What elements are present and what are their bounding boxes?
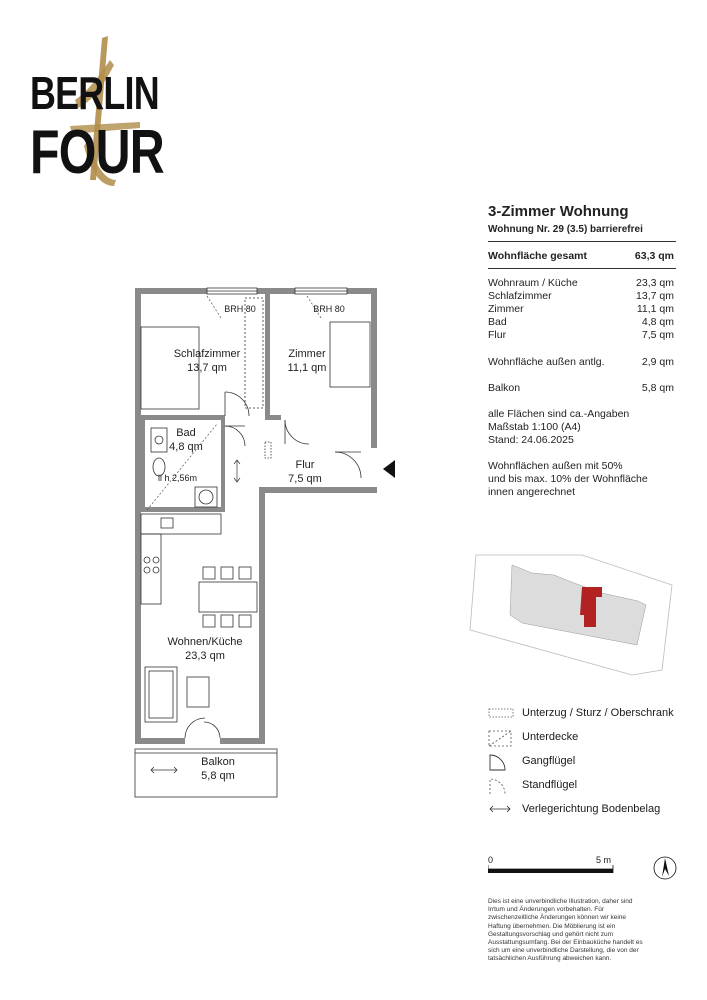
logo [30, 30, 164, 190]
disclaimer-line: Gestaltungsvorschlag und gehört nicht zum [488, 930, 614, 938]
room-schlafzimmer-name: Schlafzimmer [173, 348, 241, 360]
note-line: innen angerechnet [488, 486, 575, 498]
room-bad-height: li h 2,56m [158, 473, 198, 483]
dotted-rect-icon [488, 706, 514, 720]
disclaimer-line: zwischenzeitliche Änderungen können wir keine [488, 914, 627, 922]
building-outline [510, 565, 646, 645]
area-row-label: Schlafzimmer [488, 290, 552, 302]
legend-label: Gangflügel [522, 755, 576, 767]
area-row [488, 303, 674, 316]
balcony-area-value: 5,8 qm [641, 382, 674, 394]
area-row [488, 277, 674, 290]
outside-area-value: 2,9 qm [641, 356, 674, 368]
legend-label: Unterzug / Sturz / Oberschrank [522, 707, 674, 719]
room-wohnen-area: 23,3 qm [185, 650, 225, 662]
area-row-value: 11,1 qm [636, 303, 674, 315]
area-row-label: Bad [488, 316, 507, 328]
brh-label-1: BRH 80 [224, 304, 256, 314]
room-bad-area: 4,8 qm [169, 441, 203, 453]
room-flur [283, 458, 327, 486]
scale-start: 0 [488, 855, 494, 865]
note-line: Maßstab 1:100 (A4) [488, 421, 581, 433]
logo-line-1: BERLIN [30, 67, 159, 119]
bed-zimmer [330, 322, 370, 387]
area-row-label: Flur [488, 329, 507, 341]
room-zimmer-area: 11,1 qm [287, 362, 327, 374]
area-row-value: 7,5 qm [641, 329, 674, 341]
room-schlafzimmer-area: 13,7 qm [187, 362, 227, 374]
wall-left [135, 288, 141, 744]
room-balkon-area: 5,8 qm [201, 770, 235, 782]
area-row-label: Zimmer [488, 303, 524, 315]
room-wohnen-name: Wohnen/Küche [167, 636, 243, 648]
legend-label: Verlegerichtung Bodenbelag [522, 803, 661, 815]
legend-item [488, 706, 698, 724]
legend-item [488, 754, 698, 772]
dashed-door-icon [488, 778, 514, 796]
balcony-area-row [488, 382, 674, 395]
room-balkon-name: Balkon [201, 756, 235, 768]
apartment-subtitle: Wohnung Nr. 29 (3.5) barrierefrei [488, 224, 643, 235]
note-line: und bis max. 10% der Wohnfläche [488, 473, 648, 485]
room-flur-area: 7,5 qm [288, 473, 322, 485]
outside-area-label: Wohnfläche außen antlg. [488, 356, 605, 368]
total-area-value: 63,3 qm [634, 250, 674, 262]
area-row [488, 290, 674, 303]
disclaimer-line: Haftung übernehmen. Die Möblierung ist ein [488, 922, 616, 930]
area-row-value: 23,3 qm [636, 277, 674, 289]
room-bad-name: Bad [176, 427, 196, 439]
area-row-label: Wohnraum / Küche [488, 277, 578, 289]
room-zimmer-name: Zimmer [288, 348, 326, 360]
legend-item [488, 778, 698, 796]
note-line: Wohnflächen außen mit 50% [488, 460, 623, 472]
key-plan [462, 545, 682, 680]
legend-item [488, 730, 698, 748]
room-schlafzimmer [162, 347, 252, 375]
total-area-label: Wohnfläche gesamt [488, 250, 587, 262]
brh-label-2: BRH 80 [313, 304, 345, 314]
room-zimmer [282, 347, 332, 375]
area-row-value: 13,7 qm [636, 290, 674, 302]
room-flur-name: Flur [295, 459, 315, 471]
door-swing-icon [488, 754, 514, 772]
dashed-diagonal-icon [488, 730, 514, 748]
legend-label: Unterdecke [522, 731, 579, 743]
disclaimer-line: sich um eine unverbindliche Darstellung, die von der [488, 947, 639, 955]
double-arrow-icon [488, 802, 514, 816]
area-row-value: 4,8 qm [641, 316, 674, 328]
disclaimer-line: Irrtum und Änderungen vorbehalten. Für [488, 906, 604, 914]
balcony-area-label: Balkon [488, 382, 521, 394]
legend-item [488, 802, 698, 820]
legend-label: Standflügel [522, 779, 578, 791]
divider [488, 241, 676, 242]
scale-bar [488, 855, 688, 885]
outside-area-row [488, 356, 674, 369]
scale-end: 5 m [596, 855, 612, 865]
room-bad [164, 426, 208, 454]
logo-line-2: FOUR [30, 118, 164, 187]
entrance-arrow-icon [381, 458, 397, 480]
apartment-title: 3-Zimmer Wohnung [488, 203, 629, 220]
divider [488, 268, 676, 269]
disclaimer-line: Dies ist eine unverbindliche Illustration, daher sind [488, 898, 633, 905]
note-line: alle Flächen sind ca.-Angaben [488, 408, 630, 420]
north-arrow-icon [652, 855, 678, 881]
note-line: Stand: 24.06.2025 [488, 434, 574, 446]
disclaimer-line: Ausstattungsumfang. Bei der Einbauküche handelt es [488, 939, 643, 947]
room-wohnen-kueche [160, 635, 250, 663]
room-balkon [188, 755, 248, 783]
area-row [488, 329, 674, 342]
area-row [488, 316, 674, 329]
total-area-row [488, 250, 674, 263]
disclaimer [488, 898, 688, 964]
disclaimer-line: tatsächlichen Ausführung abweichen kann. [488, 955, 612, 963]
